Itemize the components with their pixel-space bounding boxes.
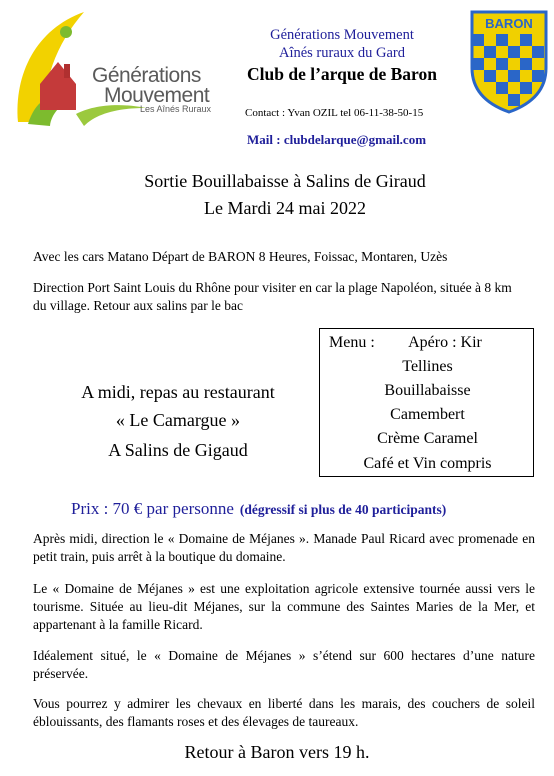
club-name: Club de l’arque de Baron	[247, 64, 437, 84]
domaine-paragraph: Le « Domaine de Méjanes » est une exploitation agricole extensive tournée aussi vers le tourisme. Située au lieu-dit Méjanes, sur la commune des Saintes Maries de la Mer, et appartenant à la famille Ricard.	[33, 581, 535, 632]
price-note: (dégressif si plus de 40 participants)	[239, 502, 447, 517]
menu-item: Bouillabaisse	[384, 382, 471, 399]
event-date: Le Mardi 24 mai 2022	[204, 198, 366, 218]
menu-item: Camembert	[390, 406, 465, 423]
location-paragraph: Idéalement situé, le « Domaine de Méjanes » s’étend sur 600 hectares d’une nature préservée.	[33, 648, 535, 681]
org-subtitle: Aînés ruraux du Gard	[278, 45, 406, 61]
logo-text-line1: Générations	[92, 64, 201, 87]
event-title: Sortie Bouillabaisse à Salins de Giraud	[144, 171, 426, 191]
menu-item: Tellines	[402, 358, 453, 375]
price-main: Prix : 70 € par personne	[71, 499, 234, 518]
wildlife-paragraph: Vous pourrez y admirer les chevaux en liberté dans les marais, des couchers de soleil éblouissants, des flamants roses et des élevages de taureaux.	[33, 696, 535, 729]
return-time: Retour à Baron vers 19 h.	[184, 742, 370, 762]
logo-text-line3: Les Aînés Ruraux	[140, 104, 212, 114]
baron-shield-logo	[468, 8, 550, 114]
logo-text-line2: Mouvement	[104, 84, 210, 107]
lunch-line1: A midi, repas au restaurant	[81, 382, 275, 402]
shield-graphic	[468, 8, 550, 114]
menu-box	[319, 328, 534, 477]
menu-label: Menu :	[329, 334, 375, 351]
price-line	[71, 499, 446, 519]
lunch-location: A Salins de Gigaud	[108, 440, 248, 460]
direction-paragraph: Direction Port Saint Louis du Rhône pour visiter en car la plage Napoléon, située à 8 km du village. Retour aux salins par le bac	[33, 280, 512, 313]
afternoon-paragraph: Après midi, direction le « Domaine de Méjanes ». Manade Paul Ricard avec promenade en petit train, puis arrêt à la boutique du domaine.	[33, 531, 535, 564]
org-name: Générations Mouvement	[270, 27, 414, 43]
menu-item: Crème Caramel	[377, 430, 478, 447]
mail-address: Mail : clubdelarque@gmail.com	[247, 132, 427, 147]
shield-text: BARON	[485, 16, 533, 31]
menu-item: Apéro : Kir	[408, 334, 482, 351]
departure-paragraph: Avec les cars Matano Départ de BARON 8 Heures, Foissac, Montaren, Uzès	[33, 249, 448, 264]
contact-info: Contact : Yvan OZIL tel 06-11-38-50-15	[245, 107, 424, 119]
restaurant-name: « Le Camargue »	[115, 410, 241, 430]
generations-mouvement-logo	[6, 4, 222, 132]
menu-item: Café et Vin compris	[363, 455, 492, 472]
